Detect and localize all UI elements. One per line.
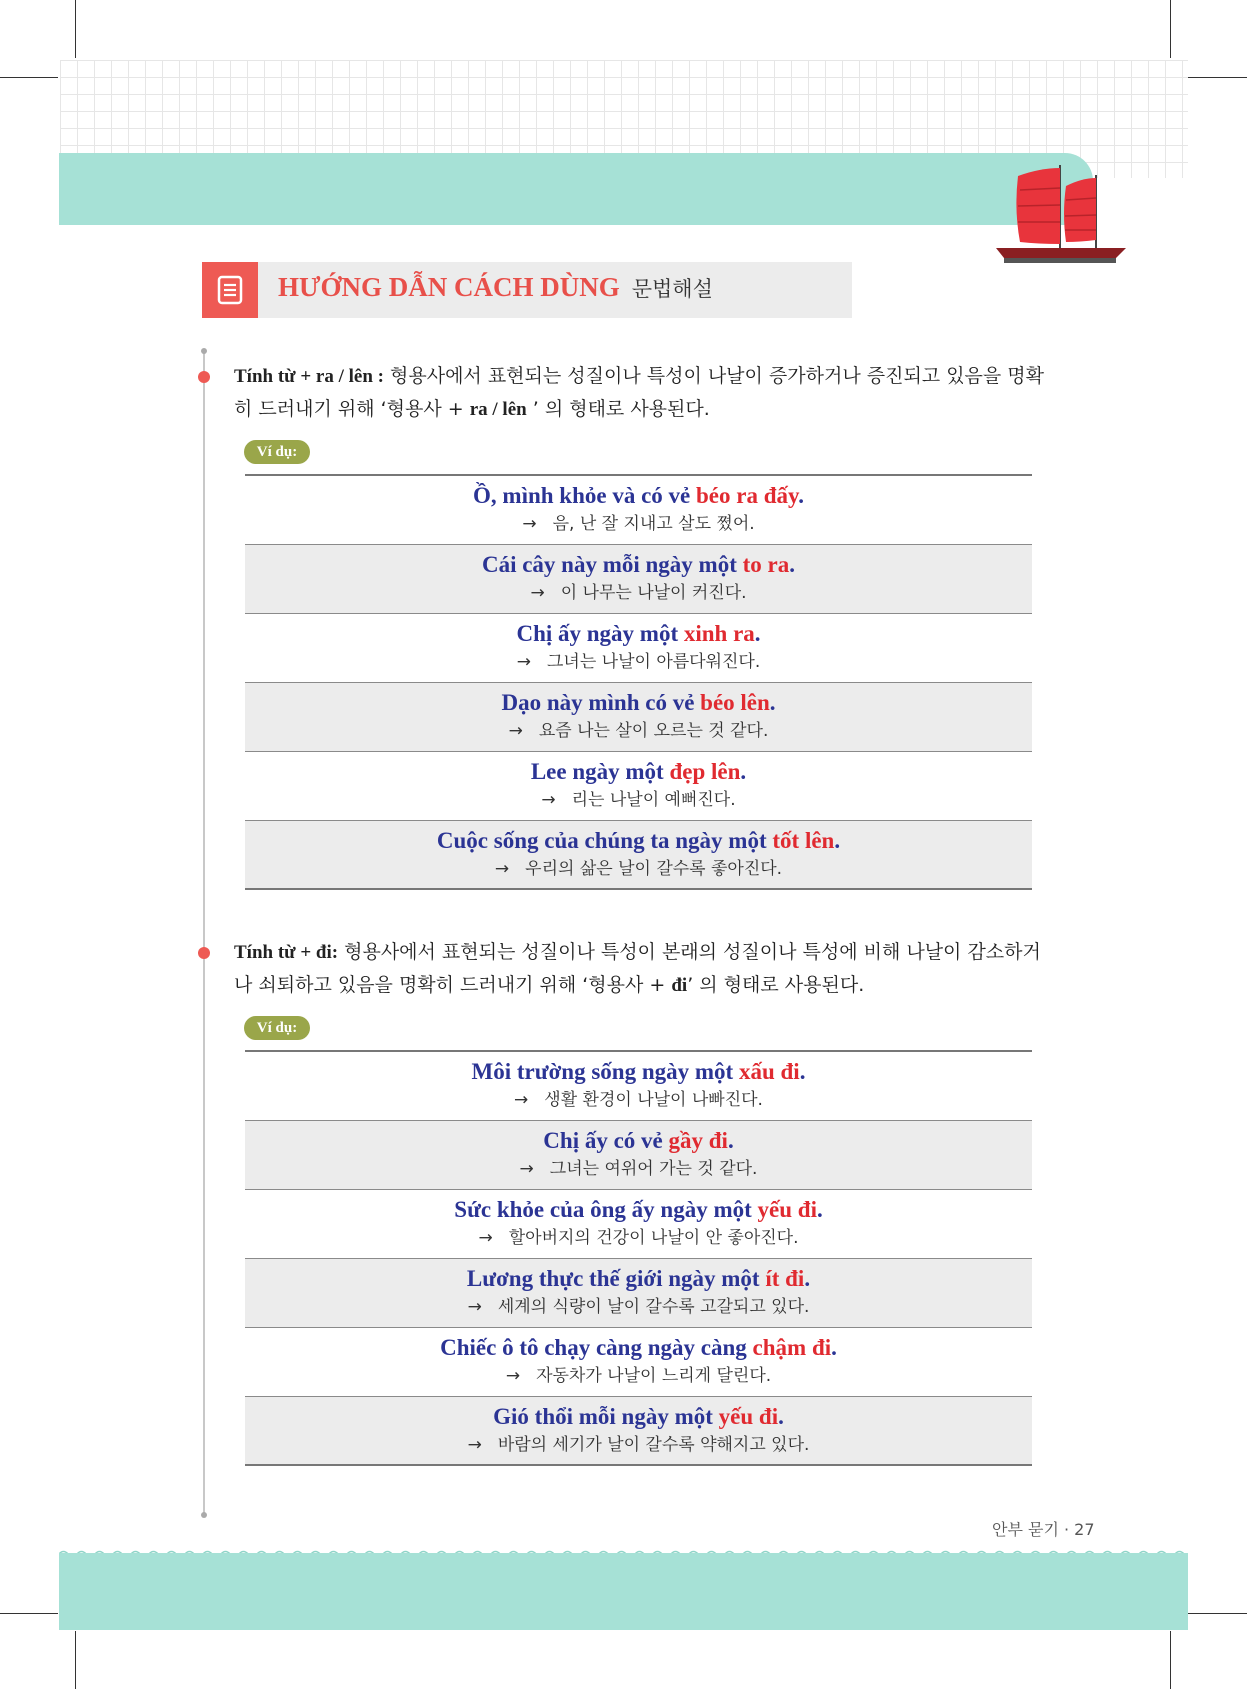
arrow-icon: → bbox=[530, 583, 545, 603]
example-row bbox=[245, 752, 1032, 821]
sailing-boat-icon bbox=[990, 160, 1130, 270]
vi-sentence: Gió thổi mỗi ngày một yếu đi. bbox=[493, 1404, 784, 1429]
ko-translation: → 자동차가 나날이 느리게 달린다. bbox=[505, 1366, 772, 1386]
highlight-word: béo ra đấy bbox=[696, 483, 799, 508]
vi-sentence: Chị ấy có vẻ gầy đi. bbox=[543, 1128, 734, 1153]
highlight-word: gầy đi bbox=[668, 1128, 728, 1153]
ko-translation: → 할아버지의 건강이 나날이 안 좋아진다. bbox=[478, 1228, 799, 1248]
timeline-end-dot bbox=[201, 1512, 207, 1518]
rule-form: ra / lên bbox=[469, 399, 527, 420]
example-row bbox=[245, 1259, 1032, 1328]
vi-sentence: Lee ngày một đẹp lên. bbox=[530, 759, 747, 784]
highlight-word: xấu đi bbox=[738, 1059, 800, 1084]
example-table-2 bbox=[245, 1050, 1032, 1466]
example-badge: Ví dụ: bbox=[244, 1016, 310, 1040]
vi-sentence: Chị ấy ngày một xinh ra. bbox=[516, 621, 761, 646]
rule-label: Tính từ + ra / lên : bbox=[234, 366, 384, 387]
highlight-word: ít đi bbox=[765, 1266, 805, 1291]
rule-label: Tính từ + đi: bbox=[234, 942, 339, 963]
arrow-icon: → bbox=[508, 721, 523, 741]
example-row bbox=[245, 1052, 1032, 1121]
crop-mark bbox=[75, 0, 76, 58]
vi-sentence: Môi trường sống ngày một xấu đi. bbox=[471, 1059, 806, 1084]
crop-mark bbox=[75, 1631, 76, 1689]
arrow-icon: → bbox=[467, 1435, 482, 1455]
vi-sentence: Dạo này mình có vẻ béo lên. bbox=[501, 690, 776, 715]
section-title bbox=[278, 272, 713, 303]
example-row bbox=[245, 683, 1032, 752]
example-row bbox=[245, 1328, 1032, 1397]
ko-translation: → 그녀는 여위어 가는 것 같다. bbox=[519, 1159, 758, 1179]
rule-text: 형용사에서 표현되는 성질이나 특성이 본래의 성질이나 특성에 비해 나날이 감소하거나 쇠퇴하고 있음을 명확히 드러내기 위해 ‘형용사 + bbox=[234, 941, 1041, 996]
timeline-line bbox=[203, 350, 205, 1515]
vi-sentence: Cuộc sống của chúng ta ngày một tốt lên. bbox=[436, 828, 841, 853]
arrow-icon: → bbox=[514, 1090, 529, 1110]
arrow-icon: → bbox=[505, 1366, 521, 1386]
rule-text: 형용사에서 표현되는 성질이나 특성이 나날이 증가하거나 증진되고 있음을 명확히 드러내기 위해 ‘형용사 + bbox=[234, 365, 1045, 420]
vi-sentence: Sức khỏe của ông ấy ngày một yếu đi. bbox=[454, 1197, 823, 1222]
example-table-1 bbox=[245, 474, 1032, 890]
crop-mark bbox=[1188, 77, 1247, 78]
highlight-word: tốt lên bbox=[772, 828, 835, 853]
highlight-word: đẹp lên bbox=[669, 759, 741, 784]
vi-sentence: Cái cây này mỗi ngày một to ra. bbox=[481, 552, 796, 577]
page-number: 안부 묻기 · 27 bbox=[992, 1520, 1095, 1539]
example-badge: Ví dụ: bbox=[244, 440, 310, 464]
header-band bbox=[59, 153, 1093, 225]
rule-text-end: ’ 의 형태로 사용된다. bbox=[526, 398, 710, 420]
crop-mark bbox=[1188, 1613, 1247, 1614]
arrow-icon: → bbox=[522, 514, 537, 534]
arrow-icon: → bbox=[541, 790, 556, 810]
section-subtitle: 문법해설 bbox=[631, 277, 713, 301]
arrow-icon: → bbox=[467, 1297, 482, 1317]
ko-translation: → 이 나무는 나날이 커진다. bbox=[530, 583, 747, 603]
vi-sentence: Chiếc ô tô chạy càng ngày càng chậm đi. bbox=[440, 1335, 837, 1360]
ko-translation: → 음, 난 잘 지내고 살도 쪘어. bbox=[522, 514, 755, 534]
arrow-icon: → bbox=[478, 1228, 493, 1248]
example-row bbox=[245, 614, 1032, 683]
timeline-end-dot bbox=[201, 348, 207, 354]
document-list-icon bbox=[202, 262, 258, 318]
vi-sentence: Ồ, mình khỏe và có vẻ béo ra đấy. bbox=[473, 483, 804, 508]
highlight-word: chậm đi bbox=[752, 1335, 832, 1360]
footer-band bbox=[59, 1553, 1188, 1630]
arrow-icon: → bbox=[494, 859, 510, 879]
ko-translation: → 바람의 세기가 날이 갈수록 약해지고 있다. bbox=[467, 1435, 810, 1455]
rule-text-end: ’ 의 형태로 사용된다. bbox=[687, 974, 865, 996]
example-row bbox=[245, 821, 1032, 890]
example-row bbox=[245, 1190, 1032, 1259]
section-title-text: HƯỚNG DẪN CÁCH DÙNG bbox=[278, 272, 620, 302]
example-row bbox=[245, 1121, 1032, 1190]
example-row bbox=[245, 476, 1032, 545]
ko-translation: → 세계의 식량이 날이 갈수록 고갈되고 있다. bbox=[467, 1297, 810, 1317]
vi-sentence: Lương thực thế giới ngày một ít đi. bbox=[466, 1266, 811, 1291]
highlight-word: to ra bbox=[742, 552, 790, 577]
crop-mark bbox=[1170, 0, 1171, 58]
timeline-bullet bbox=[198, 371, 210, 383]
ko-translation: → 생활 환경이 나날이 나빠진다. bbox=[514, 1090, 763, 1110]
arrow-icon: → bbox=[516, 652, 531, 672]
crop-mark bbox=[1170, 1631, 1171, 1689]
rule-form: đi bbox=[671, 975, 688, 996]
arrow-icon: → bbox=[519, 1159, 534, 1179]
ko-translation: → 리는 나날이 예뻐진다. bbox=[541, 790, 736, 810]
grammar-rule-2 bbox=[234, 936, 1044, 1002]
highlight-word: yếu đi bbox=[718, 1404, 779, 1429]
highlight-word: béo lên bbox=[700, 690, 770, 715]
ko-translation: → 그녀는 나날이 아름다워진다. bbox=[516, 652, 761, 672]
crop-mark bbox=[0, 77, 58, 78]
ko-translation: → 요즘 나는 살이 오르는 것 같다. bbox=[508, 721, 769, 741]
ko-translation: → 우리의 삶은 날이 갈수록 좋아진다. bbox=[494, 859, 783, 879]
highlight-word: yếu đi bbox=[757, 1197, 817, 1222]
highlight-word: xinh ra bbox=[683, 621, 755, 646]
example-row bbox=[245, 545, 1032, 614]
crop-mark bbox=[0, 1613, 58, 1614]
timeline-bullet bbox=[198, 947, 210, 959]
grammar-rule-1 bbox=[234, 360, 1044, 426]
example-row bbox=[245, 1397, 1032, 1466]
